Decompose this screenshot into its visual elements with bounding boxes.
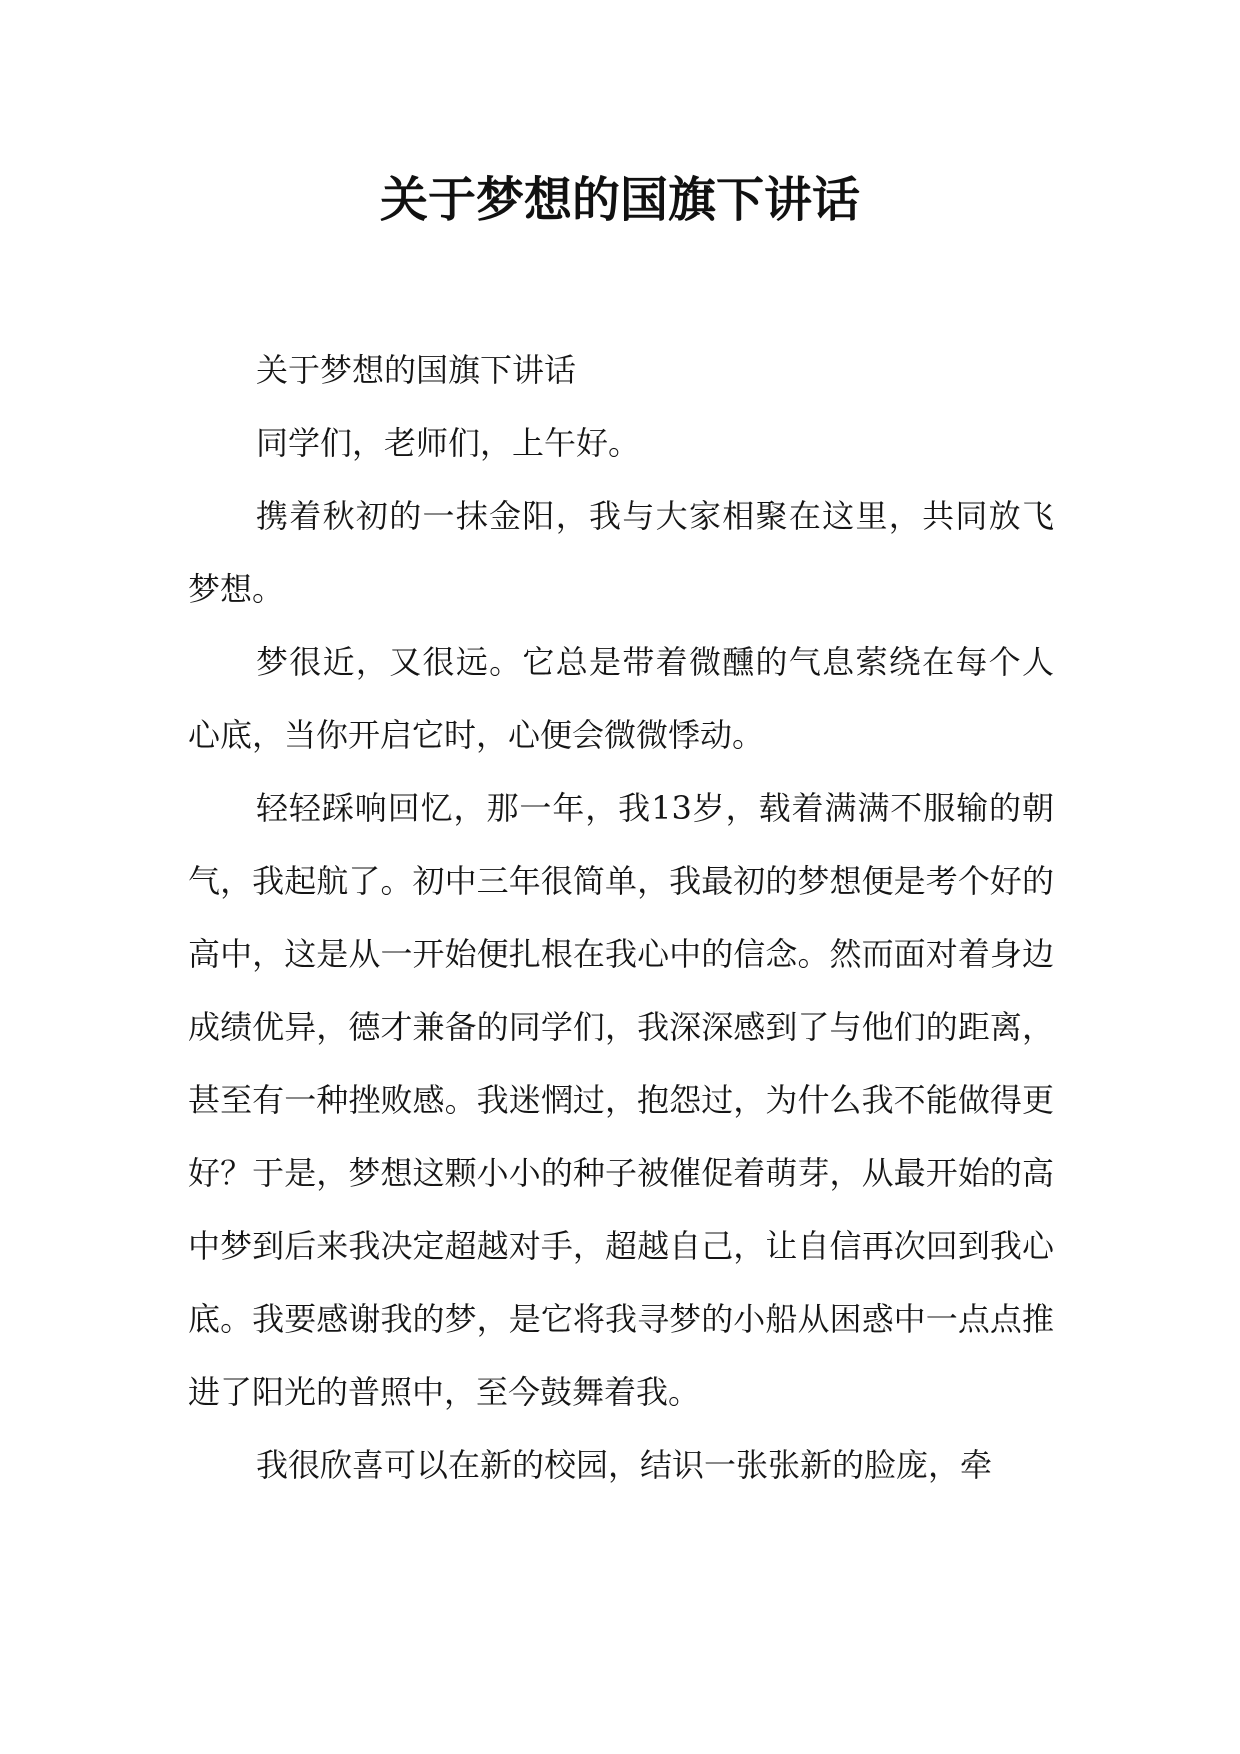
paragraph: 携着秋初的一抹金阳，我与大家相聚在这里，共同放飞梦想。 [188,497,1054,608]
paragraph: 梦很近，又很远。它总是带着微醺的气息萦绕在每个人心底，当你开启它时，心便会微微悸动。 [188,643,1054,754]
paragraph: 同学们，老师们，上午好。 [256,424,641,462]
paragraph: 关于梦想的国旗下讲话 [256,351,577,389]
paragraph: 我很欣喜可以在新的校园，结识一张张新的脸庞，牵 [256,1446,993,1484]
document-body [188,334,1054,1502]
document-title: 关于梦想的国旗下讲话 [379,172,860,228]
paragraph: 轻轻踩响回忆，那一年，我13岁，载着满满不服输的朝气，我起航了。初中三年很简单，我最初的梦想便是考个好的高中，这是从一开始便扎根在我心中的信念。然而面对着身边成绩优异，德才兼备的同学们，我深深感到了与他们的距离，甚至有一种挫败感。我迷惘过，抱怨过，为什么我不能做得更好？于是，梦想这颗小小的种子被催促着萌芽，从最开始的高中梦到后来我决定超越对手，超越自己，让自信再次回到我心底。我要感谢我的梦，是它将我寻梦的小船从困惑中一点点推进了阳光的普照中，至今鼓舞着我。 [188,789,1054,1411]
